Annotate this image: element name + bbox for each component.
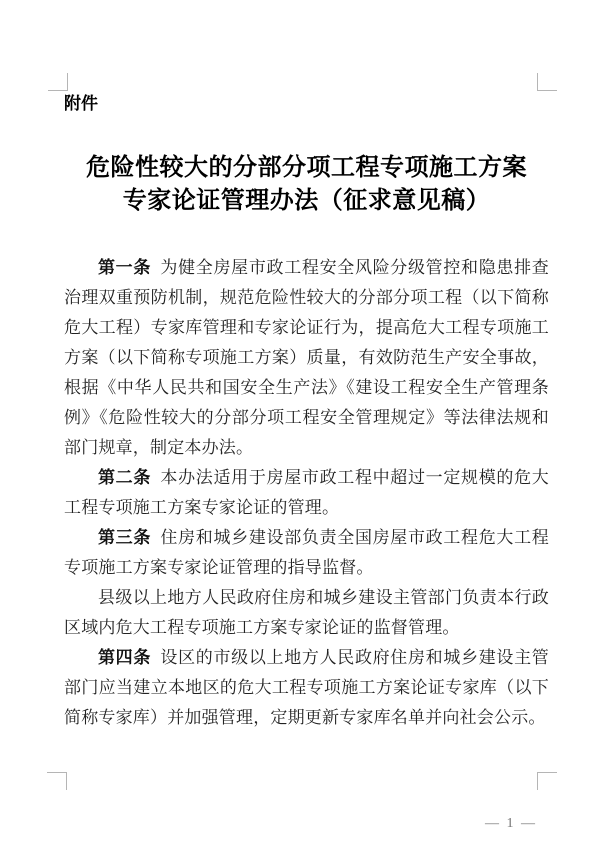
article-number-label: 第三条 (98, 528, 152, 547)
paragraph-article-3-continuation (64, 583, 549, 643)
paragraph-article-1 (64, 253, 549, 463)
article-number-label: 第二条 (98, 468, 152, 487)
page-number: — 1 — (485, 816, 537, 831)
paragraph-text: 县级以上地方人民政府住房和城乡建设主管部门负责本行政区域内危大工程专项施工方案专家论证的监督管理。 (64, 588, 549, 637)
paragraph-text: 为健全房屋市政工程安全风险分级管控和隐患排查治理双重预防机制，规范危险性较大的分部分项工程（以下简称危大工程）专家库管理和专家论证行为，提高危大工程专项施工方案（以下简称专项施工方案）质量，有效防范生产安全事故，根据《中华人民共和国安全生产法》《建设工程安全生产管理条例》《危险性较大的分部分项工程安全管理规定》等法律法规和部门规章，制定本办法。 (64, 258, 549, 457)
paragraph-article-2 (64, 463, 549, 523)
paragraph-article-3 (64, 523, 549, 583)
title-line-2: 专家论证管理办法（征求意见稿） (122, 188, 491, 214)
margin-mark-bottom-left (47, 772, 67, 790)
margin-mark-bottom-right (537, 772, 557, 790)
article-number-label: 第四条 (98, 648, 152, 667)
margin-mark-top-left (48, 73, 68, 91)
title-line-1: 危险性较大的分部分项工程专项施工方案 (86, 155, 527, 181)
paragraph-article-4 (64, 643, 549, 733)
paragraph-text: 本办法适用于房屋市政工程中超过一定规模的危大工程专项施工方案专家论证的管理。 (64, 468, 549, 517)
article-number-label: 第一条 (98, 258, 152, 277)
document-title (64, 152, 549, 218)
margin-mark-top-right (537, 73, 557, 91)
paragraph-text: 住房和城乡建设部负责全国房屋市政工程危大工程专项施工方案专家论证管理的指导监督。 (64, 528, 549, 577)
document-content (64, 93, 549, 733)
paragraph-text: 设区的市级以上地方人民政府住房和城乡建设主管部门应当建立本地区的危大工程专项施工方案论证专家库（以下简称专家库）并加强管理，定期更新专家库名单并向社会公示。 (64, 648, 549, 727)
attachment-label: 附件 (64, 94, 98, 113)
document-body (64, 253, 549, 733)
